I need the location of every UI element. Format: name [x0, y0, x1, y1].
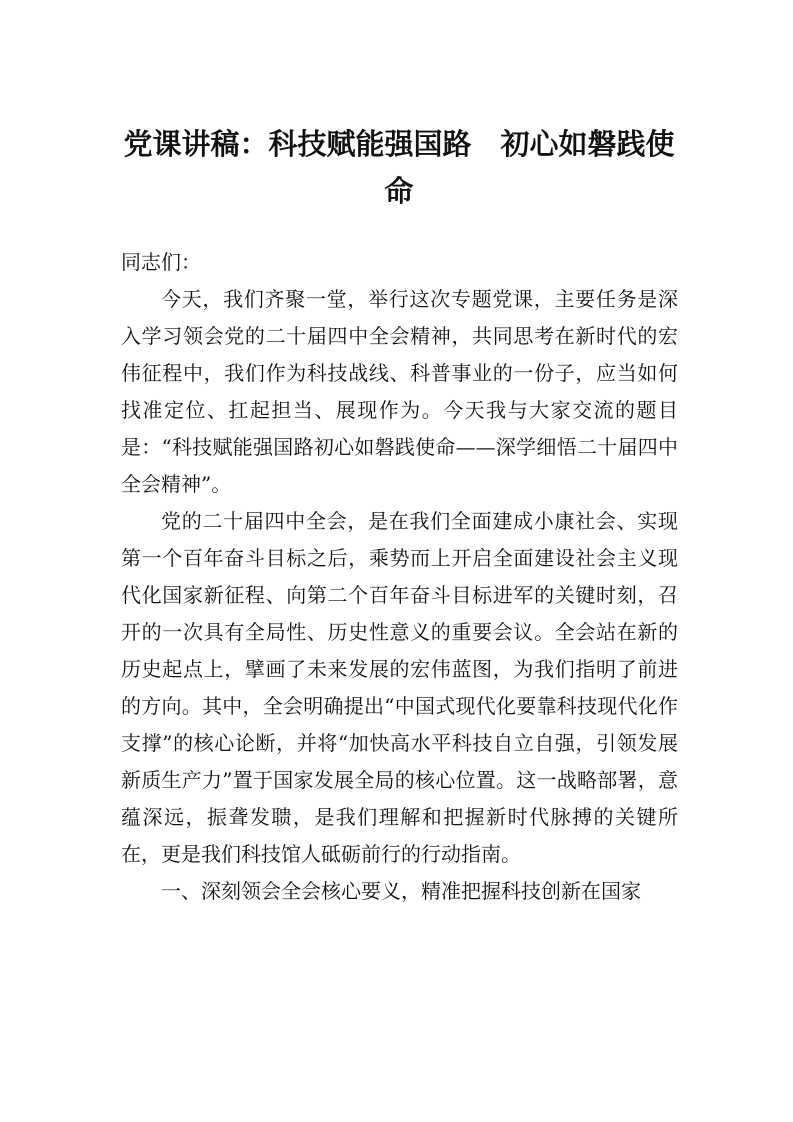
paragraph-intro: 今天，我们齐聚一堂，举行这次专题党课，主要任务是深入学习领会党的二十届四中全会精神，共同思考在新时代的宏伟征程中，我们作为科技战线、科普事业的一份子，应当如何找准定位、扛起担当、展现作为。今天我与大家交流的题目是：“科技赋能强国路初心如磐践使命——深学细悟二十届四中全会精神”。: [121, 287, 678, 496]
paragraph-plenum: 党的二十届四中全会，是在我们全面建成小康社会、实现第一个百年奋斗目标之后，乘势而上开启全面建设社会主义现代化国家新征程、向第二个百年奋斗目标进军的关键时刻，召开的一次具有全局性、历史性意义的重要会议。全会站在新的历史起点上，擘画了未来发展的宏伟蓝图，为我们指明了前进的方向。其中，全会明确提出“中国式现代化要靠科技现代化作支撑”的核心论断，并将“加快高水平科技自立自强，引领发展新质生产力”置于国家发展全局的核心位置。这一战略部署，意蕴深远，振聋发聩，是我们理解和把握新时代脉搏的关键所在，更是我们科技馆人砥砺前行的行动指南。: [121, 509, 678, 866]
salutation: 同志们：: [121, 250, 201, 274]
document-body: [121, 244, 678, 910]
section-heading-1: 一、深刻领会全会核心要义，精准把握科技创新在国家: [161, 879, 641, 903]
document-title: [118, 121, 680, 215]
title-line-1: 党课讲稿：科技赋能强国路 初心如磐践使: [123, 127, 675, 161]
title-line-2: 命: [384, 174, 414, 208]
